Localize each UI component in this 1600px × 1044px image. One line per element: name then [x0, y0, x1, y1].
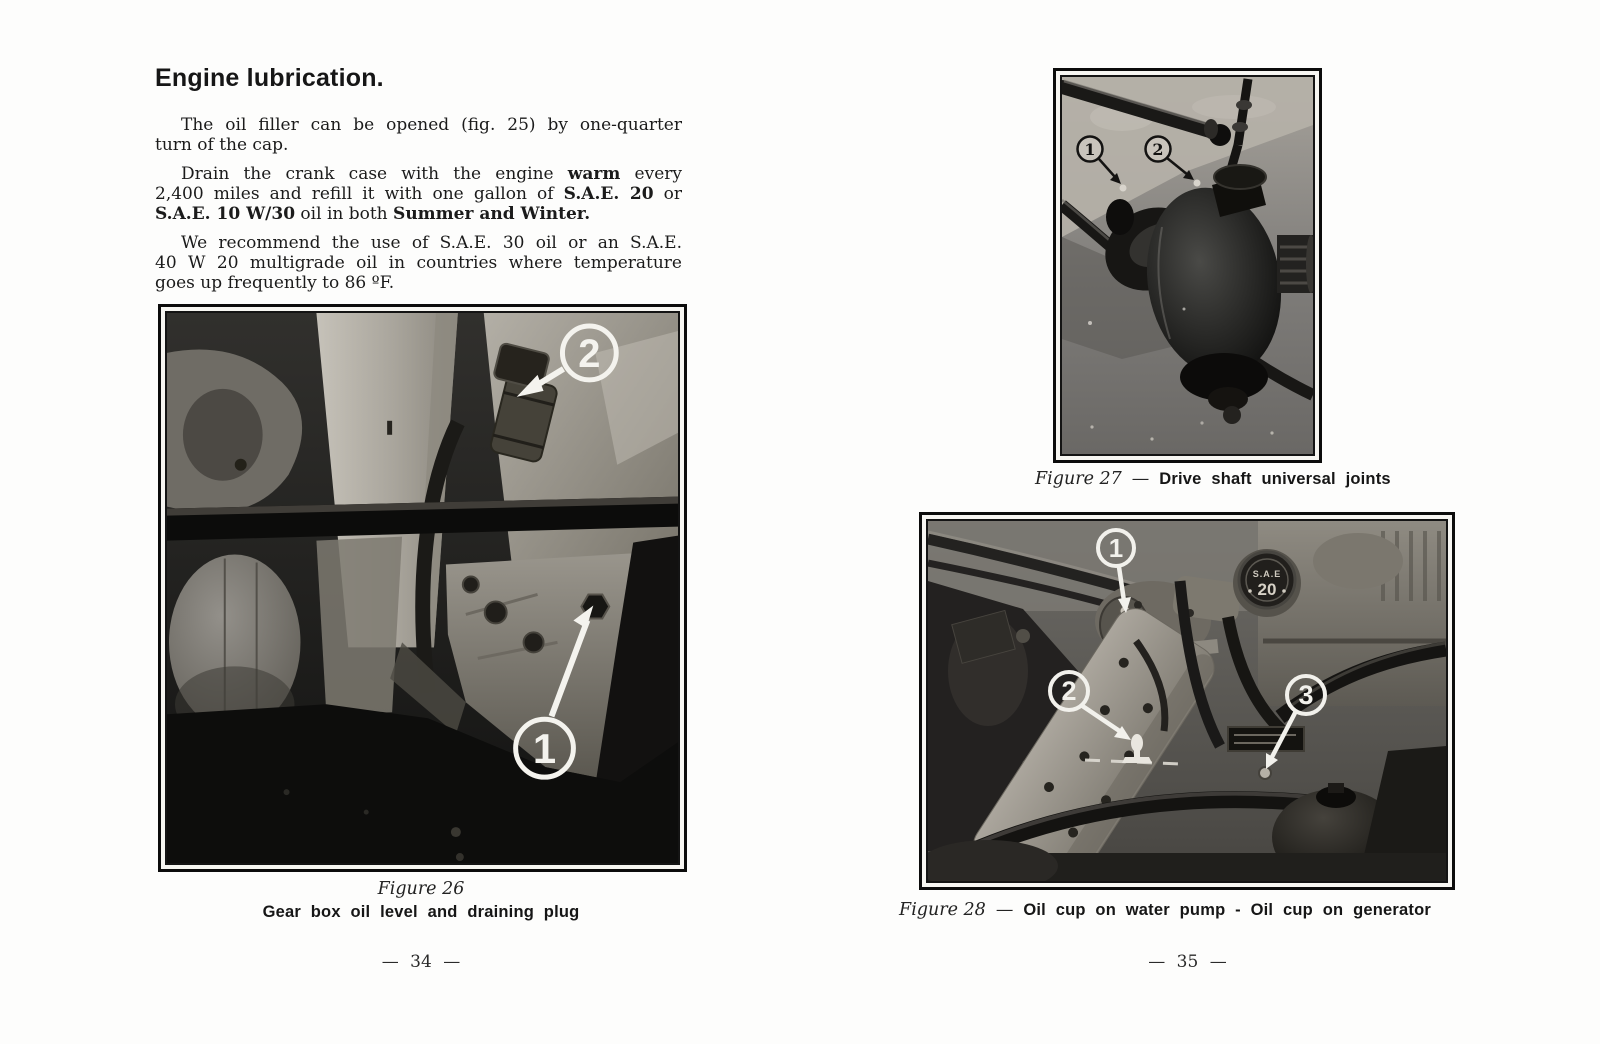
- body-text: [155, 115, 682, 302]
- figure26-photo: [165, 311, 680, 865]
- gearbox-photo-illustration: [167, 313, 678, 863]
- figure26-label: Figure 26: [377, 879, 465, 899]
- caption-dash: —: [995, 900, 1014, 920]
- figure28-caption: [899, 900, 1431, 920]
- page-number-34: — 34 —: [381, 952, 461, 972]
- svg-text:2: 2: [578, 331, 601, 376]
- figure27-frame: [1053, 68, 1322, 463]
- text-line: 40 W 20 multigrade oil in countries where temperature: [155, 253, 682, 273]
- text-line: turn of the cap.: [155, 135, 289, 155]
- oil-filler-cap: [1233, 549, 1301, 617]
- svg-text:1: 1: [1108, 533, 1124, 563]
- figure27-label: Figure 27: [1035, 469, 1122, 489]
- text-line: 2,400 miles and refill it with one gallon of S.A.E. 20 or: [155, 184, 682, 204]
- figure28-frame: [919, 512, 1455, 890]
- text-line: We recommend the use of S.A.E. 30 oil or an S.A.E.: [181, 233, 682, 253]
- svg-text:3: 3: [1298, 680, 1314, 710]
- paragraph: [155, 233, 682, 293]
- caption-dash: —: [1131, 469, 1150, 489]
- figure27-caption: [1035, 469, 1435, 489]
- svg-text:1: 1: [1084, 140, 1096, 159]
- grease-nipple: [1194, 180, 1201, 187]
- oil-cup-generator: [1259, 767, 1271, 779]
- text-line: S.A.E. 10 W/30 oil in both Summer and Winter.: [155, 204, 591, 224]
- figure26-caption: Gear box oil level and draining plug: [262, 903, 580, 921]
- page-number-35: — 35 —: [1148, 952, 1227, 972]
- figure26-frame: [158, 304, 687, 872]
- figure28-label: Figure 28: [899, 900, 986, 920]
- text-line: The oil filler can be opened (fig. 25) by one-quarter: [181, 115, 682, 135]
- svg-text:2: 2: [1061, 676, 1077, 706]
- grease-nipple: [1120, 185, 1127, 192]
- driveshaft-photo-illustration: [1062, 77, 1313, 454]
- figure27-caption-text: Drive shaft universal joints: [1159, 470, 1391, 488]
- text-line: goes up frequently to 86 ºF.: [155, 273, 395, 293]
- svg-text:1: 1: [532, 725, 557, 773]
- figure28-photo: [926, 519, 1448, 883]
- text-line: Drain the crank case with the engine warm every: [181, 164, 683, 184]
- paragraph: [155, 164, 682, 224]
- figure27-photo: [1060, 75, 1315, 456]
- page-title: Engine lubrication.: [155, 64, 384, 92]
- svg-text:2: 2: [1152, 140, 1164, 159]
- figure28-caption-text: Oil cup on water pump - Oil cup on generator: [1023, 901, 1431, 919]
- engine-bay-photo-illustration: [928, 521, 1446, 881]
- paragraph: [155, 115, 682, 155]
- svg-text:S.A.E: S.A.E: [1252, 569, 1282, 579]
- svg-text:20: 20: [1257, 580, 1277, 599]
